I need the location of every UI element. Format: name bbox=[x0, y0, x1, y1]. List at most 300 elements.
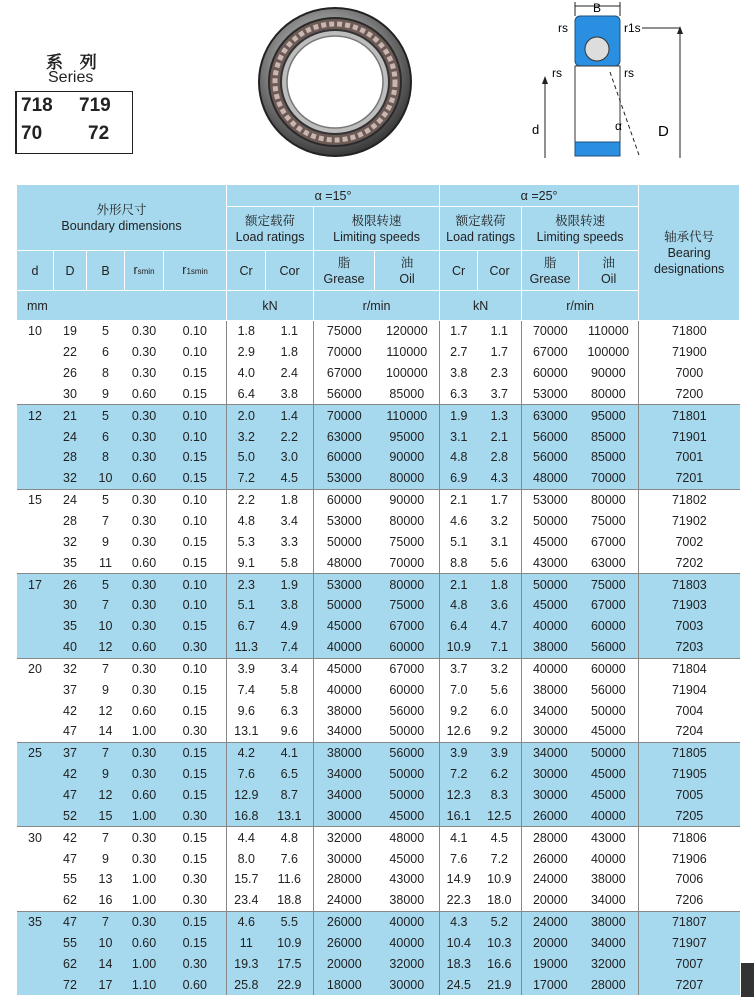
table-cell: 60000 bbox=[522, 363, 579, 384]
table-cell: 8.7 bbox=[266, 785, 314, 806]
table-cell: 7.6 bbox=[440, 848, 478, 869]
dim-B: B bbox=[593, 2, 602, 15]
table-cell: 42 bbox=[54, 827, 87, 848]
table-cell: 6.3 bbox=[266, 700, 314, 721]
table-cell: 0.60 bbox=[125, 552, 164, 573]
table-cell: 43000 bbox=[375, 869, 440, 890]
table-cell: 0.30 bbox=[125, 911, 164, 932]
table-cell: 12 bbox=[87, 785, 125, 806]
table-cell: 5.3 bbox=[227, 531, 266, 552]
table-cell: 26000 bbox=[314, 911, 375, 932]
table-cell: 0.60 bbox=[125, 384, 164, 405]
bearing-photo bbox=[255, 4, 415, 160]
table-row bbox=[17, 869, 740, 890]
table-cell: 80000 bbox=[579, 489, 639, 510]
table-cell: 17 bbox=[87, 974, 125, 995]
table-cell: 43000 bbox=[522, 552, 579, 573]
table-cell: 0.30 bbox=[125, 342, 164, 363]
table-cell: 67000 bbox=[579, 531, 639, 552]
table-cell: 4.0 bbox=[227, 363, 266, 384]
table-cell: 60000 bbox=[314, 447, 375, 468]
table-cell: 0.30 bbox=[125, 531, 164, 552]
table-cell: 6.3 bbox=[440, 384, 478, 405]
table-cell: 75000 bbox=[314, 321, 375, 342]
table-cell: 0.15 bbox=[164, 468, 227, 489]
table-cell: 3.0 bbox=[266, 447, 314, 468]
table-cell: 45000 bbox=[522, 595, 579, 616]
table-cell: 21 bbox=[54, 405, 87, 426]
table-cell: 13.1 bbox=[227, 721, 266, 742]
table-cell: 70000 bbox=[375, 552, 440, 573]
table-cell: 80000 bbox=[375, 574, 440, 595]
table-cell: 20000 bbox=[522, 932, 579, 953]
table-cell: 0.30 bbox=[164, 869, 227, 890]
table-cell: 2.4 bbox=[266, 363, 314, 384]
table-cell: 30000 bbox=[522, 721, 579, 742]
table-cell: 34000 bbox=[314, 721, 375, 742]
table-cell: 50000 bbox=[522, 574, 579, 595]
table-cell: 1.00 bbox=[125, 721, 164, 742]
table-cell: 2.0 bbox=[227, 405, 266, 426]
cell-d bbox=[17, 468, 54, 489]
table-row bbox=[17, 658, 740, 679]
dim-d: d bbox=[532, 122, 540, 137]
table-cell: 37 bbox=[54, 742, 87, 763]
cross-section-diagram bbox=[520, 2, 730, 164]
table-cell: 4.3 bbox=[440, 911, 478, 932]
table-cell: 35 bbox=[54, 552, 87, 573]
table-cell: 4.9 bbox=[266, 616, 314, 637]
cell-d bbox=[17, 531, 54, 552]
table-cell: 3.9 bbox=[478, 742, 522, 763]
table-row bbox=[17, 363, 740, 384]
table-cell: 7.0 bbox=[440, 679, 478, 700]
table-cell: 0.30 bbox=[125, 827, 164, 848]
table-cell: 3.2 bbox=[478, 511, 522, 532]
table-cell: 10.4 bbox=[440, 932, 478, 953]
table-cell: 34000 bbox=[314, 764, 375, 785]
col-oil-25: 油 Oil bbox=[579, 251, 639, 291]
table-cell: 7200 bbox=[639, 384, 740, 405]
table-cell: 7.4 bbox=[227, 679, 266, 700]
cell-d bbox=[17, 953, 54, 974]
table-cell: 45000 bbox=[579, 764, 639, 785]
table-cell: 12 bbox=[87, 637, 125, 658]
table-row bbox=[17, 552, 740, 573]
table-cell: 43000 bbox=[579, 827, 639, 848]
table-cell: 50000 bbox=[522, 511, 579, 532]
table-cell: 34000 bbox=[522, 742, 579, 763]
table-cell: 12.9 bbox=[227, 785, 266, 806]
table-row bbox=[17, 321, 740, 342]
table-cell: 56000 bbox=[375, 742, 440, 763]
table-cell: 0.30 bbox=[125, 848, 164, 869]
table-cell: 3.2 bbox=[478, 658, 522, 679]
table-cell: 10.9 bbox=[478, 869, 522, 890]
table-cell: 4.2 bbox=[227, 742, 266, 763]
table-cell: 80000 bbox=[375, 468, 440, 489]
series-code: 72 bbox=[88, 123, 110, 144]
table-cell: 26 bbox=[54, 363, 87, 384]
table-cell: 22.3 bbox=[440, 890, 478, 911]
dim-r1s: r1s bbox=[624, 21, 641, 35]
unit-rmin-25: r/min bbox=[522, 291, 639, 321]
dim-rs-left: rs bbox=[552, 66, 562, 80]
table-cell: 26000 bbox=[522, 805, 579, 826]
series-code: 70 bbox=[21, 123, 43, 144]
series-label-en: Series bbox=[48, 69, 94, 86]
table-cell: 24 bbox=[54, 489, 87, 510]
table-cell: 120000 bbox=[375, 321, 440, 342]
table-cell: 38000 bbox=[522, 637, 579, 658]
table-cell: 3.8 bbox=[266, 384, 314, 405]
table-cell: 1.9 bbox=[266, 574, 314, 595]
table-cell: 26000 bbox=[314, 932, 375, 953]
unit-kn-25: kN bbox=[440, 291, 522, 321]
table-cell: 17000 bbox=[522, 974, 579, 995]
table-cell: 38000 bbox=[579, 869, 639, 890]
table-cell: 60000 bbox=[375, 637, 440, 658]
table-cell: 4.7 bbox=[478, 616, 522, 637]
table-cell: 0.15 bbox=[164, 384, 227, 405]
table-cell: 5.0 bbox=[227, 447, 266, 468]
table-cell: 4.8 bbox=[266, 827, 314, 848]
table-cell: 25.8 bbox=[227, 974, 266, 995]
dim-rs-right: rs bbox=[624, 66, 634, 80]
table-cell: 7005 bbox=[639, 785, 740, 806]
table-cell: 2.1 bbox=[440, 574, 478, 595]
table-cell: 0.60 bbox=[125, 932, 164, 953]
table-cell: 16.8 bbox=[227, 805, 266, 826]
table-cell: 7004 bbox=[639, 700, 740, 721]
cell-d bbox=[17, 616, 54, 637]
table-cell: 0.60 bbox=[125, 468, 164, 489]
cell-d: 17 bbox=[17, 574, 54, 595]
table-cell: 18.8 bbox=[266, 890, 314, 911]
cell-d: 15 bbox=[17, 489, 54, 510]
table-cell: 4.5 bbox=[266, 468, 314, 489]
table-cell: 70000 bbox=[522, 321, 579, 342]
table-cell: 30000 bbox=[522, 785, 579, 806]
table-cell: 0.10 bbox=[164, 426, 227, 447]
table-cell: 60000 bbox=[314, 489, 375, 510]
cell-d bbox=[17, 637, 54, 658]
table-cell: 7 bbox=[87, 827, 125, 848]
table-cell: 34000 bbox=[579, 890, 639, 911]
table-cell: 9.2 bbox=[440, 700, 478, 721]
table-cell: 67000 bbox=[522, 342, 579, 363]
table-cell: 5.1 bbox=[440, 531, 478, 552]
table-cell: 10 bbox=[87, 616, 125, 637]
table-row bbox=[17, 595, 740, 616]
col-rsmin: rsmin bbox=[125, 251, 164, 291]
table-cell: 4.1 bbox=[440, 827, 478, 848]
boundary-header: 外形尺寸 Boundary dimensions bbox=[17, 185, 227, 251]
table-cell: 63000 bbox=[314, 426, 375, 447]
table-cell: 0.10 bbox=[164, 405, 227, 426]
table-cell: 9 bbox=[87, 764, 125, 785]
table-cell: 0.10 bbox=[164, 511, 227, 532]
table-cell: 71804 bbox=[639, 658, 740, 679]
table-cell: 11 bbox=[227, 932, 266, 953]
alpha15-header: α =15° bbox=[227, 185, 440, 207]
table-cell: 71800 bbox=[639, 321, 740, 342]
table-cell: 7 bbox=[87, 658, 125, 679]
table-row bbox=[17, 721, 740, 742]
table-cell: 0.30 bbox=[164, 953, 227, 974]
table-cell: 8.8 bbox=[440, 552, 478, 573]
table-cell: 20000 bbox=[314, 953, 375, 974]
table-cell: 28000 bbox=[522, 827, 579, 848]
table-cell: 22.9 bbox=[266, 974, 314, 995]
table-cell: 56000 bbox=[522, 426, 579, 447]
table-cell: 1.00 bbox=[125, 953, 164, 974]
table-cell: 71903 bbox=[639, 595, 740, 616]
table-cell: 5 bbox=[87, 489, 125, 510]
table-row bbox=[17, 616, 740, 637]
table-row bbox=[17, 574, 740, 595]
unit-kn-15: kN bbox=[227, 291, 314, 321]
unit-mm: mm bbox=[17, 291, 227, 321]
table-cell: 7 bbox=[87, 742, 125, 763]
table-cell: 7.6 bbox=[227, 764, 266, 785]
table-cell: 47 bbox=[54, 911, 87, 932]
table-cell: 2.1 bbox=[440, 489, 478, 510]
table-cell: 35 bbox=[54, 616, 87, 637]
table-cell: 0.10 bbox=[164, 658, 227, 679]
table-cell: 3.4 bbox=[266, 511, 314, 532]
dim-rs-top: rs bbox=[558, 21, 568, 35]
designation-header: 轴承代号 Bearing designations bbox=[639, 185, 740, 321]
table-cell: 5.6 bbox=[478, 552, 522, 573]
table-cell: 71803 bbox=[639, 574, 740, 595]
table-cell: 71802 bbox=[639, 489, 740, 510]
table-cell: 5.8 bbox=[266, 552, 314, 573]
cell-d bbox=[17, 595, 54, 616]
cell-d bbox=[17, 552, 54, 573]
col-cr-15: Cr bbox=[227, 251, 266, 291]
table-row bbox=[17, 531, 740, 552]
table-cell: 5 bbox=[87, 405, 125, 426]
table-cell: 5.5 bbox=[266, 911, 314, 932]
table-cell: 45000 bbox=[579, 785, 639, 806]
table-cell: 7003 bbox=[639, 616, 740, 637]
table-cell: 15.7 bbox=[227, 869, 266, 890]
table-cell: 2.9 bbox=[227, 342, 266, 363]
dim-alpha: α bbox=[615, 119, 622, 133]
table-cell: 50000 bbox=[375, 785, 440, 806]
table-cell: 13 bbox=[87, 869, 125, 890]
table-row bbox=[17, 848, 740, 869]
table-cell: 32 bbox=[54, 468, 87, 489]
table-cell: 8.3 bbox=[478, 785, 522, 806]
table-cell: 34000 bbox=[314, 785, 375, 806]
table-cell: 70000 bbox=[579, 468, 639, 489]
table-cell: 5.6 bbox=[478, 679, 522, 700]
table-cell: 50000 bbox=[579, 742, 639, 763]
table-cell: 2.7 bbox=[440, 342, 478, 363]
table-cell: 9.6 bbox=[227, 700, 266, 721]
table-cell: 50000 bbox=[375, 764, 440, 785]
table-cell: 6 bbox=[87, 342, 125, 363]
table-cell: 3.8 bbox=[440, 363, 478, 384]
table-cell: 26000 bbox=[522, 848, 579, 869]
cell-d: 25 bbox=[17, 742, 54, 763]
table-cell: 22 bbox=[54, 342, 87, 363]
table-cell: 19000 bbox=[522, 953, 579, 974]
table-cell: 71905 bbox=[639, 764, 740, 785]
table-cell: 13.1 bbox=[266, 805, 314, 826]
table-cell: 1.8 bbox=[266, 342, 314, 363]
table-cell: 95000 bbox=[579, 405, 639, 426]
table-cell: 32000 bbox=[314, 827, 375, 848]
table-cell: 28000 bbox=[314, 869, 375, 890]
table-cell: 60000 bbox=[375, 679, 440, 700]
table-cell: 0.15 bbox=[164, 447, 227, 468]
table-row bbox=[17, 764, 740, 785]
table-cell: 30000 bbox=[314, 848, 375, 869]
table-cell: 47 bbox=[54, 721, 87, 742]
table-row bbox=[17, 679, 740, 700]
table-cell: 67000 bbox=[314, 363, 375, 384]
table-cell: 40000 bbox=[579, 848, 639, 869]
col-B: B bbox=[87, 251, 125, 291]
table-cell: 0.15 bbox=[164, 785, 227, 806]
table-cell: 75000 bbox=[579, 511, 639, 532]
table-cell: 48000 bbox=[375, 827, 440, 848]
table-row bbox=[17, 890, 740, 911]
table-cell: 16.6 bbox=[478, 953, 522, 974]
table-cell: 9.1 bbox=[227, 552, 266, 573]
table-cell: 50000 bbox=[375, 721, 440, 742]
table-cell: 4.1 bbox=[266, 742, 314, 763]
cell-d bbox=[17, 848, 54, 869]
table-cell: 71907 bbox=[639, 932, 740, 953]
table-cell: 7007 bbox=[639, 953, 740, 974]
table-cell: 37 bbox=[54, 679, 87, 700]
table-cell: 2.3 bbox=[227, 574, 266, 595]
table-cell: 5 bbox=[87, 574, 125, 595]
table-cell: 32000 bbox=[375, 953, 440, 974]
table-cell: 4.8 bbox=[227, 511, 266, 532]
table-cell: 3.8 bbox=[266, 595, 314, 616]
table-row bbox=[17, 405, 740, 426]
cell-d bbox=[17, 447, 54, 468]
table-cell: 38000 bbox=[375, 890, 440, 911]
table-row bbox=[17, 384, 740, 405]
table-cell: 28 bbox=[54, 511, 87, 532]
cell-d bbox=[17, 679, 54, 700]
table-cell: 0.30 bbox=[164, 805, 227, 826]
table-cell: 40000 bbox=[375, 911, 440, 932]
table-cell: 0.30 bbox=[164, 721, 227, 742]
table-cell: 71902 bbox=[639, 511, 740, 532]
table-cell: 7203 bbox=[639, 637, 740, 658]
table-cell: 1.3 bbox=[478, 405, 522, 426]
table-cell: 4.3 bbox=[478, 468, 522, 489]
table-cell: 0.15 bbox=[164, 679, 227, 700]
col-d: d bbox=[17, 251, 54, 291]
table-cell: 18.3 bbox=[440, 953, 478, 974]
table-cell: 6.7 bbox=[227, 616, 266, 637]
table-cell: 71807 bbox=[639, 911, 740, 932]
table-cell: 110000 bbox=[375, 405, 440, 426]
table-row bbox=[17, 805, 740, 826]
table-cell: 26 bbox=[54, 574, 87, 595]
table-cell: 40000 bbox=[579, 805, 639, 826]
col-oil-15: 油 Oil bbox=[375, 251, 440, 291]
table-cell: 7.2 bbox=[227, 468, 266, 489]
table-cell: 4.4 bbox=[227, 827, 266, 848]
table-cell: 0.15 bbox=[164, 552, 227, 573]
table-cell: 11 bbox=[87, 552, 125, 573]
table-row bbox=[17, 426, 740, 447]
table-cell: 12.5 bbox=[478, 805, 522, 826]
cell-d: 12 bbox=[17, 405, 54, 426]
cell-d bbox=[17, 363, 54, 384]
table-cell: 6.0 bbox=[478, 700, 522, 721]
table-cell: 7201 bbox=[639, 468, 740, 489]
table-cell: 60000 bbox=[579, 616, 639, 637]
table-cell: 71901 bbox=[639, 426, 740, 447]
table-cell: 0.30 bbox=[125, 658, 164, 679]
table-cell: 9.6 bbox=[266, 721, 314, 742]
table-cell: 15 bbox=[87, 805, 125, 826]
spec-table-body bbox=[17, 321, 740, 996]
table-cell: 24.5 bbox=[440, 974, 478, 995]
table-cell: 71806 bbox=[639, 827, 740, 848]
table-cell: 10.3 bbox=[478, 932, 522, 953]
table-cell: 38000 bbox=[314, 742, 375, 763]
table-cell: 9 bbox=[87, 679, 125, 700]
col-cor-15: Cor bbox=[266, 251, 314, 291]
table-cell: 42 bbox=[54, 700, 87, 721]
table-cell: 38000 bbox=[579, 911, 639, 932]
table-cell: 34000 bbox=[522, 700, 579, 721]
table-cell: 7006 bbox=[639, 869, 740, 890]
table-row bbox=[17, 974, 740, 995]
table-cell: 0.30 bbox=[125, 489, 164, 510]
table-cell: 30000 bbox=[522, 764, 579, 785]
table-cell: 85000 bbox=[579, 426, 639, 447]
table-cell: 53000 bbox=[314, 468, 375, 489]
table-cell: 23.4 bbox=[227, 890, 266, 911]
table-cell: 40000 bbox=[522, 658, 579, 679]
table-cell: 67000 bbox=[579, 595, 639, 616]
table-cell: 10 bbox=[87, 932, 125, 953]
table-row bbox=[17, 700, 740, 721]
col-D: D bbox=[54, 251, 87, 291]
table-cell: 0.30 bbox=[164, 637, 227, 658]
table-cell: 0.15 bbox=[164, 764, 227, 785]
table-cell: 0.15 bbox=[164, 848, 227, 869]
table-cell: 62 bbox=[54, 953, 87, 974]
table-cell: 38000 bbox=[522, 679, 579, 700]
table-cell: 1.7 bbox=[478, 342, 522, 363]
table-cell: 3.7 bbox=[478, 384, 522, 405]
table-cell: 2.2 bbox=[227, 489, 266, 510]
table-cell: 1.10 bbox=[125, 974, 164, 995]
table-cell: 17.5 bbox=[266, 953, 314, 974]
table-cell: 75000 bbox=[375, 595, 440, 616]
series-label-cn: 系 列 bbox=[46, 53, 103, 72]
table-cell: 40000 bbox=[314, 679, 375, 700]
table-cell: 6.4 bbox=[440, 616, 478, 637]
bearing-spec-table bbox=[16, 184, 740, 995]
table-cell: 14 bbox=[87, 721, 125, 742]
table-cell: 0.10 bbox=[164, 574, 227, 595]
table-cell: 7001 bbox=[639, 447, 740, 468]
